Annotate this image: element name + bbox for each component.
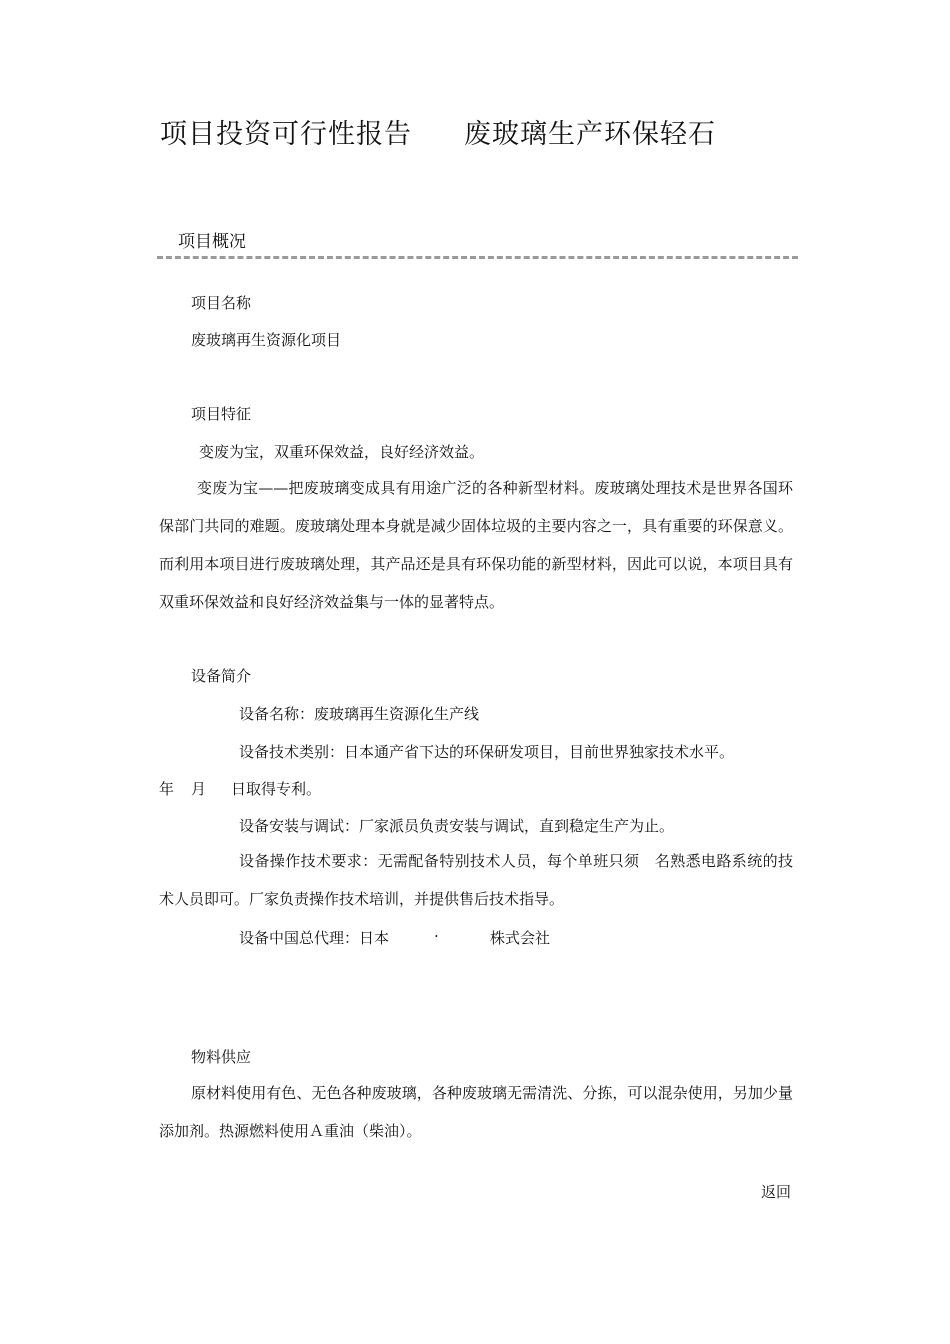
patent-month: 月 <box>191 780 207 798</box>
project-name-label: 项目名称 <box>191 294 252 312</box>
materials-label: 物料供应 <box>191 1048 252 1066</box>
patent-day: 日取得专利。 <box>231 780 322 798</box>
equipment-operation: 设备操作技术要求：无需配备特别技术人员，每个单班只须 名熟悉电路系统的技术人员即可。厂家负责操作技术培训，并提供售后技术指导。 <box>159 852 793 908</box>
page-title-left: 项目投资可行性报告 <box>160 119 412 150</box>
section-divider <box>157 256 798 259</box>
patent-year: 年 <box>159 780 175 798</box>
project-name-value: 废玻璃再生资源化项目 <box>191 331 342 349</box>
overview-heading: 项目概况 <box>178 232 246 252</box>
features-summary: 变废为宝，双重环保效益，良好经济效益。 <box>199 443 485 461</box>
agent-suffix: 株式会社 <box>490 929 551 947</box>
agent-dot: · <box>434 927 439 945</box>
agent-prefix: 设备中国总代理：日本 <box>239 929 390 947</box>
equipment-install: 设备安装与调试：厂家派员负责安装与调试，直到稳定生产为止。 <box>239 817 675 835</box>
equipment-tech-type: 设备技术类别：日本通产省下达的环保研发项目，目前世界独家技术水平。 <box>239 743 735 761</box>
features-paragraph: 变废为宝——把废玻璃变成具有用途广泛的各种新型材料。废玻璃处理技术是世界各国环保部门共同的难题。废玻璃处理本身就是减少固体垃圾的主要内容之一，具有重要的环保意义。而利用本项目进行废玻璃处理，其产品还是具有环保功能的新型材料，因此可以说，本项目具有双重环保效益和良好经济效益集与一体的显著特点。 <box>159 479 793 611</box>
equipment-name: 设备名称：废玻璃再生资源化生产线 <box>239 705 480 723</box>
equipment-label: 设备简介 <box>191 667 252 685</box>
features-label: 项目特征 <box>191 405 252 423</box>
page-title-right: 废玻璃生产环保轻石 <box>464 119 716 150</box>
back-link[interactable]: 返回 <box>761 1183 792 1201</box>
materials-paragraph: 原材料使用有色、无色各种废玻璃，各种废玻璃无需清洗、分拣，可以混杂使用，另加少量添加剂。热源燃料使用Ａ重油（柴油）。 <box>159 1084 793 1140</box>
